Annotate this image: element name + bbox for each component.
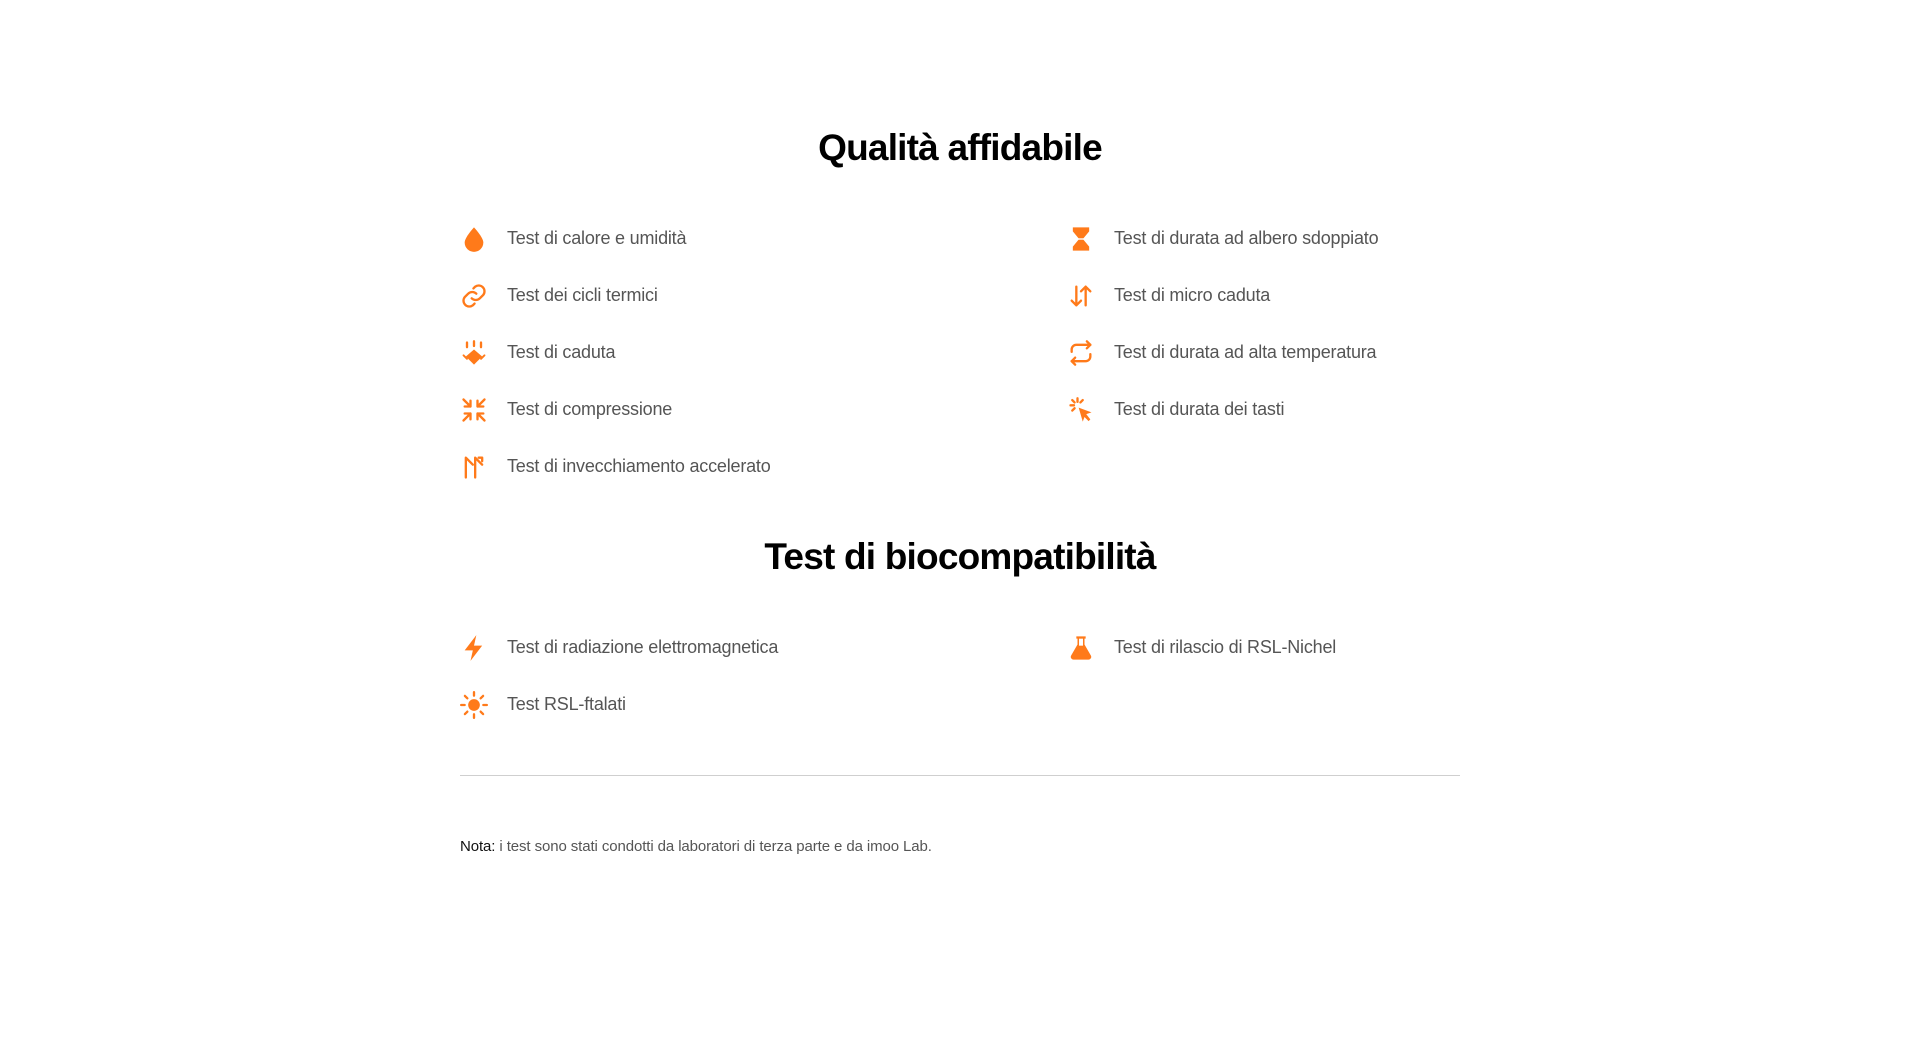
list-item — [460, 267, 1067, 324]
list-item-label: Test di radiazione elettromagnetica — [507, 637, 779, 657]
biocompatibility-test-list — [460, 619, 1460, 733]
list-item — [460, 438, 1067, 495]
main-content — [460, 0, 1460, 855]
list-item — [460, 381, 1067, 438]
list-item-label: Test dei cicli termici — [507, 285, 658, 305]
list-item — [1067, 619, 1460, 676]
list-item — [460, 619, 1067, 676]
list-item — [460, 210, 1067, 267]
list-item-label: Test di compressione — [507, 399, 673, 419]
link-icon — [460, 282, 488, 310]
list-item — [1067, 210, 1460, 267]
divider — [460, 775, 1460, 776]
repeat-icon — [1067, 339, 1095, 367]
list-item — [1067, 267, 1460, 324]
up-down-arrows-icon — [1067, 282, 1095, 310]
list-item-label: Test di rilascio di RSL-Nichel — [1114, 637, 1337, 657]
compress-icon — [460, 396, 488, 424]
quality-test-list — [460, 210, 1460, 495]
aging-arrows-icon — [460, 453, 488, 481]
footnote-text: i test sono stati condotti da laboratori di terza parte e da imoo Lab. — [495, 838, 932, 855]
list-item-label: Test di calore e umidità — [507, 228, 687, 248]
list-item — [460, 676, 1067, 733]
sun-icon — [460, 691, 488, 719]
list-item — [1067, 381, 1460, 438]
footnote-key: Nota: — [460, 838, 496, 855]
list-item-label: Test di durata ad alta temperatura — [1114, 342, 1377, 362]
section-title-quality: Qualità affidabile — [818, 127, 1102, 168]
list-item — [1067, 324, 1460, 381]
list-item-label: Test di invecchiamento accelerato — [507, 456, 771, 476]
list-item-empty — [1067, 438, 1460, 495]
flask-icon — [1067, 634, 1095, 662]
lightning-icon — [460, 634, 488, 662]
drop-impact-icon — [460, 339, 488, 367]
list-item-label: Test di micro caduta — [1114, 285, 1271, 305]
click-cursor-icon — [1067, 396, 1095, 424]
list-item-label: Test di caduta — [507, 342, 616, 362]
list-item — [460, 324, 1067, 381]
list-item-empty — [1067, 676, 1460, 733]
list-item-label: Test di durata ad albero sdoppiato — [1114, 228, 1379, 248]
hourglass-icon — [1067, 225, 1095, 253]
list-item-label: Test RSL-ftalati — [507, 694, 626, 714]
drop-icon — [460, 225, 488, 253]
section-title-biocompatibility: Test di biocompatibilità — [764, 536, 1156, 577]
list-item-label: Test di durata dei tasti — [1114, 399, 1285, 419]
footnote — [460, 838, 1460, 855]
